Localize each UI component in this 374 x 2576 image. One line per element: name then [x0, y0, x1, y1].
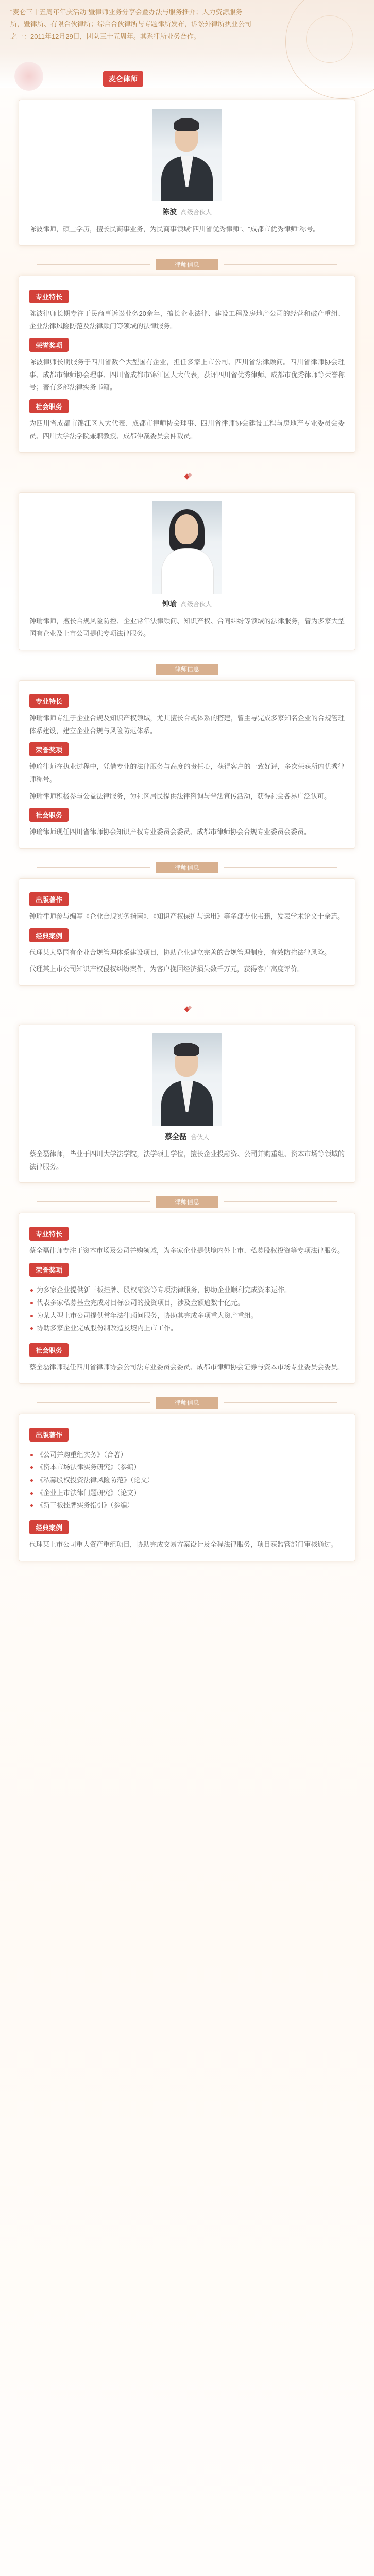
lawyer-extra-card — [19, 878, 355, 986]
lawyer-name: 陈波 — [162, 208, 177, 216]
lawyer-name: 蔡全磊 — [165, 1132, 187, 1141]
block-tag: 经典案例 — [29, 928, 69, 942]
lawyer-card — [19, 492, 355, 650]
block-tag: 荣誉奖项 — [29, 338, 69, 352]
lawyer-bio: 蔡全磊律师，毕业于四川大学法学院，法学硕士学位，擅长企业投融资、公司并购重组、资本市场等领域的法律服务。 — [29, 1150, 345, 1171]
block-paragraph: 钟瑜律师现任四川省律师协会知识产权专业委员会委员、成都市律师协会合规专业委员会委员。 — [29, 828, 311, 836]
lawyer-extra-card — [19, 1414, 355, 1561]
list-item: 《资本市场法律实务研究》（参编） — [29, 1461, 345, 1474]
block-tag: 社会职务 — [29, 399, 69, 413]
lawyer-detail-card — [19, 680, 355, 849]
lawyer-photo — [152, 501, 222, 594]
divider-ornament — [141, 1001, 233, 1016]
section-title: 律师信息 — [156, 664, 218, 675]
block-tag: 荣誉奖项 — [29, 742, 69, 756]
lawyer-name-line — [29, 207, 345, 217]
face-shape — [175, 514, 198, 544]
list-item: 协助多家企业完成股份制改造及境内上市工作。 — [29, 1322, 345, 1335]
hair-shape — [174, 118, 199, 131]
section-title: 律师信息 — [156, 1196, 218, 1208]
banner-intro: “麦仑三十五周年年庆活动”暨律师业务分享会暨办法与服务推介；人力资源服务所，暨律所、有限合伙律所；综合合伙律所与专题律所发布，诉讼外律所执业公司之一：2011年12月29日，团队三十五周年。其系律所业务合作。 — [10, 8, 252, 40]
lawyer-card — [19, 100, 355, 246]
lawyer-detail-card — [19, 276, 355, 453]
block-paragraph: 为四川省成都市锦江区人大代表、成都市律师协会理事、四川省律师协会建设工程与房地产专业委员会委员、四川大学法学院兼职教授、成都仲裁委员会仲裁员。 — [29, 419, 345, 440]
block-paragraph: 代理某上市公司重大资产重组项目，协助完成交易方案设计及全程法律服务，项目获监管部门审核通过。 — [29, 1540, 338, 1548]
block-paragraph: 钟瑜律师参与编写《企业合规实务指南》、《知识产权保护与运用》等多部专业书籍，发表学术论文十余篇。 — [29, 912, 345, 920]
lawyer-bio: 陈波律师，硕士学历，擅长民商事业务，为民商事领域“四川省优秀律师”、“成都市优秀律师”称号。 — [29, 225, 320, 233]
lawyer-bio: 钟瑜律师，擅长合规风险防控、企业常年法律顾问、知识产权、合同纠纷等领域的法律服务，曾为多家大型国有企业及上市公司提供专项法律服务。 — [29, 617, 345, 638]
section-title: 律师信息 — [156, 1397, 218, 1409]
section-badge: 麦仑律师 — [103, 71, 143, 87]
lawyer-photo — [152, 1033, 222, 1126]
divider-ornament — [141, 468, 233, 484]
block-tag: 专业特长 — [29, 1227, 69, 1241]
list-item: 为某大型上市公司提供常年法律顾问服务，协助其完成多项重大资产重组。 — [29, 1310, 345, 1323]
section-title: 律师信息 — [156, 862, 218, 873]
lawyer-card — [19, 1025, 355, 1183]
lawyer-name: 钟瑜 — [162, 599, 177, 608]
decorative-circle — [306, 15, 353, 63]
block-paragraph: 蔡全磊律师现任四川省律师协会公司法专业委员会委员、成都市律师协会证券与资本市场专业委员会委员。 — [29, 1363, 345, 1371]
top-banner — [0, 0, 374, 88]
lawyer-role: 高级合伙人 — [180, 600, 212, 608]
block-paragraph: 代理某上市公司知识产权侵权纠纷案件，为客户挽回经济损失数千万元，获得客户高度评价。 — [29, 965, 304, 973]
list-item: 《企业上市法律问题研究》（论文） — [29, 1487, 345, 1500]
block-tag: 出版著作 — [29, 1428, 69, 1442]
list-item: 《公司并购重组实务》（合著） — [29, 1449, 345, 1462]
hair-shape — [174, 1043, 199, 1056]
lawyer-role: 高级合伙人 — [180, 209, 212, 216]
lawyer-name-line — [29, 599, 345, 609]
block-paragraph: 陈波律师长期服务于四川省数个大型国有企业，担任多家上市公司、四川省法律顾问。四川省律师协会理事、成都市律师协会理事、四川省成都市锦江区人大代表，获评四川省优秀律师、成都市优秀律师等荣誉称号；著有多部法律实务书籍。 — [29, 358, 345, 392]
block-tag: 社会职务 — [29, 1343, 69, 1357]
list-item: 代表多家私募基金完成对目标公司的投资项目，涉及金额逾数十亿元。 — [29, 1297, 345, 1310]
block-paragraph: 蔡全磊律师专注于资本市场及公司并购领域，为多家企业提供境内外上市、私募股权投资等专项法律服务。 — [29, 1247, 345, 1255]
list-item: 《私募股权投资法律风险防范》（论文） — [29, 1474, 345, 1487]
block-paragraph: 代理某大型国有企业合规管理体系建设项目，协助企业建立完善的合规管理制度，有效防控法律风险。 — [29, 948, 331, 956]
list-item: 为多家企业提供新三板挂牌、股权融资等专项法律服务，协助企业顺利完成资本运作。 — [29, 1284, 345, 1297]
block-tag: 专业特长 — [29, 290, 69, 303]
seal-icon — [14, 62, 43, 91]
lawyer-role: 合伙人 — [190, 1133, 209, 1141]
block-paragraph: 钟瑜律师专注于企业合规及知识产权领域，尤其擅长合规体系的搭建，曾主导完成多家知名企业的合规管理体系建设，建立企业合规与风险防范体系。 — [29, 714, 345, 735]
block-tag: 社会职务 — [29, 808, 69, 822]
block-tag: 经典案例 — [29, 1520, 69, 1534]
block-paragraph: 钟瑜律师积极参与公益法律服务，为社区居民提供法律咨询与普法宣传活动，获得社会各界广泛认可。 — [29, 792, 331, 800]
bullet-list — [29, 1284, 345, 1335]
block-tag: 出版著作 — [29, 892, 69, 906]
lawyer-detail-card — [19, 1213, 355, 1383]
top-shape — [161, 548, 214, 594]
block-tag: 荣誉奖项 — [29, 1263, 69, 1277]
block-paragraph: 钟瑜律师在执业过程中，凭借专业的法律服务与高度的责任心，获得客户的一致好评，多次荣获所内优秀律师称号。 — [29, 762, 345, 783]
block-paragraph: 陈波律师长期专注于民商事诉讼业务20余年，擅长企业法律、建设工程及房地产公司的经营和破产重组、企业法律风险防范及法律顾问等领域的法律服务。 — [29, 309, 345, 330]
block-tag: 专业特长 — [29, 694, 69, 708]
section-title: 律师信息 — [156, 259, 218, 270]
lawyer-name-line — [29, 1131, 345, 1142]
lawyer-photo — [152, 109, 222, 201]
bullet-list — [29, 1449, 345, 1512]
list-item: 《新三板挂牌实务指引》（参编） — [29, 1499, 345, 1512]
